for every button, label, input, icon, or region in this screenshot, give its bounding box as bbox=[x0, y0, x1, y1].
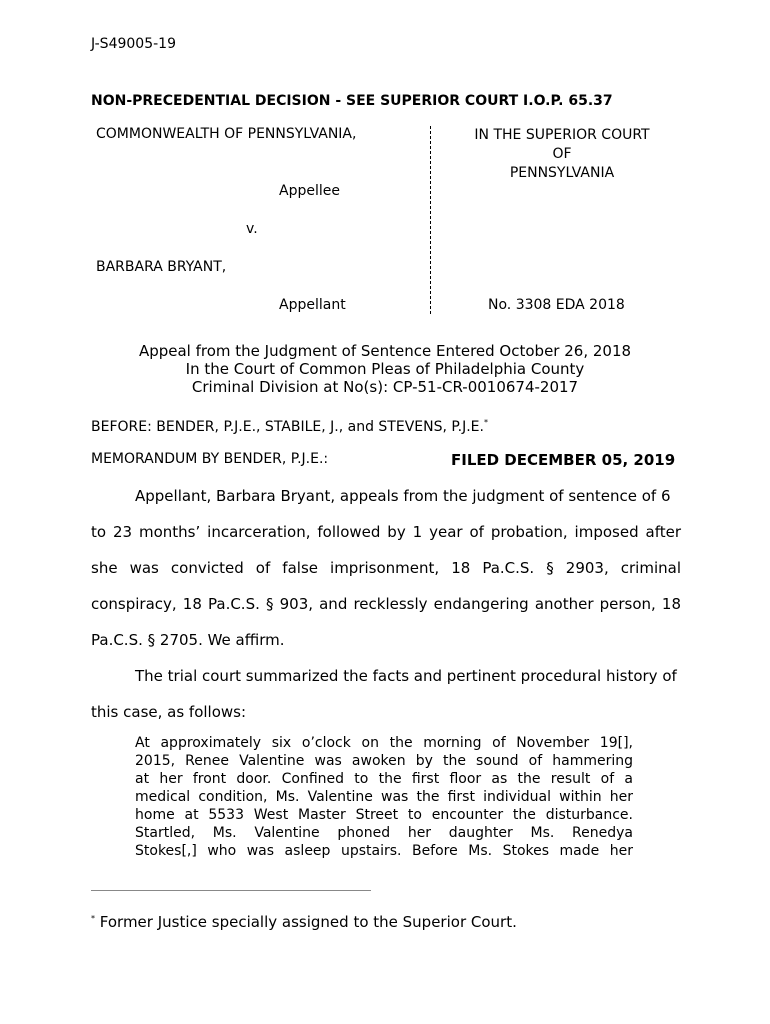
panel-footnote-mark: * bbox=[483, 418, 488, 427]
memorandum-author: MEMORANDUM BY BENDER, P.J.E.: bbox=[91, 451, 329, 467]
court-line-2: OF bbox=[552, 146, 572, 162]
appeal-line-2: In the Court of Common Pleas of Philadelphia County bbox=[185, 360, 585, 378]
footnote-separator bbox=[91, 890, 371, 891]
caption-defendant: BARBARA BRYANT, bbox=[96, 259, 227, 275]
quote-line: At approximately six o’clock on the morning of November 19[], bbox=[135, 735, 633, 751]
decision-type-heading: NON-PRECEDENTIAL DECISION - SEE SUPERIOR COURT I.O.P. 65.37 bbox=[91, 93, 613, 109]
caption-divider bbox=[430, 126, 431, 314]
quote-line: medical condition, Ms. Valentine was the first individual within her bbox=[135, 789, 633, 805]
panel-text: BEFORE: BENDER, P.J.E., STABILE, J., and STEVENS, P.J.E. bbox=[91, 419, 484, 435]
caption-plaintiff: COMMONWEALTH OF PENNSYLVANIA, bbox=[96, 126, 357, 142]
quote-line: at her front door. Confined to the first floor as the result of a bbox=[135, 771, 633, 787]
paragraph-line: this case, as follows: bbox=[91, 703, 247, 721]
paragraph-line: Pa.C.S. § 2705. We affirm. bbox=[91, 631, 285, 649]
footnote bbox=[91, 913, 517, 931]
panel-line bbox=[91, 418, 488, 435]
footnote-mark: * bbox=[91, 914, 95, 923]
filed-date: FILED DECEMBER 05, 2019 bbox=[451, 451, 676, 469]
paragraph-2 bbox=[91, 658, 681, 730]
paragraph-line: The trial court summarized the facts and pertinent procedural history of bbox=[135, 667, 677, 685]
block-quote bbox=[135, 734, 633, 860]
docket-number: No. 3308 EDA 2018 bbox=[488, 297, 625, 313]
paragraph-line: Appellant, Barbara Bryant, appeals from the judgment of sentence of 6 bbox=[135, 487, 671, 505]
footnote-text: Former Justice specially assigned to the Superior Court. bbox=[95, 913, 517, 931]
court-name bbox=[452, 126, 672, 183]
appeal-description bbox=[90, 342, 680, 396]
paragraph-line: to 23 months’ incarceration, followed by 1 year of probation, imposed after bbox=[91, 523, 681, 541]
quote-line: Stokes[,] who was asleep upstairs. Before Ms. Stokes made her bbox=[135, 843, 633, 859]
court-line-3: PENNSYLVANIA bbox=[509, 165, 615, 181]
quote-line: home at 5533 West Master Street to encounter the disturbance. bbox=[135, 807, 633, 823]
appeal-line-1: Appeal from the Judgment of Sentence Entered October 26, 2018 bbox=[138, 342, 632, 360]
docket-code: J-S49005-19 bbox=[91, 36, 176, 52]
quote-line: Startled, Ms. Valentine phoned her daughter Ms. Renedya bbox=[135, 825, 633, 841]
caption-versus: v. bbox=[246, 221, 258, 237]
paragraph-line: she was convicted of false imprisonment, 18 Pa.C.S. § 2903, criminal bbox=[91, 559, 681, 577]
court-line-1: IN THE SUPERIOR COURT bbox=[474, 127, 650, 143]
caption-defendant-role: Appellant bbox=[279, 297, 346, 313]
appeal-line-3: Criminal Division at No(s): CP-51-CR-0010674-2017 bbox=[191, 378, 579, 396]
caption-plaintiff-role: Appellee bbox=[279, 183, 340, 199]
paragraph-1 bbox=[91, 478, 681, 658]
quote-line: 2015, Renee Valentine was awoken by the sound of hammering bbox=[135, 753, 633, 769]
paragraph-line: conspiracy, 18 Pa.C.S. § 903, and recklessly endangering another person, 18 bbox=[91, 595, 681, 613]
